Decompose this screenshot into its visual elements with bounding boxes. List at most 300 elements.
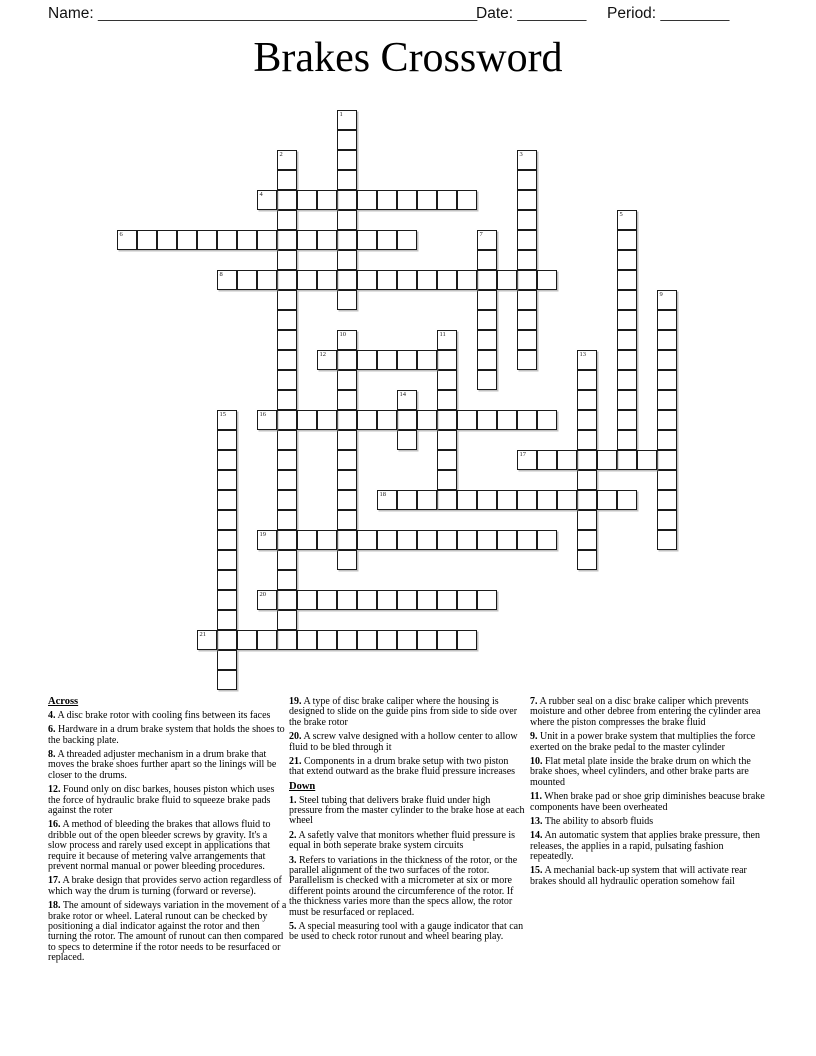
grid-cell[interactable] — [277, 250, 297, 270]
grid-cell[interactable] — [457, 490, 477, 510]
grid-cell[interactable] — [577, 370, 597, 390]
grid-cell[interactable] — [417, 590, 437, 610]
clue-7-down: 7. A rubber seal on a disc brake caliper which prevents moisture and other debree from entering the cylinder area where the piston compresses the brake fluid — [530, 696, 761, 728]
clue-number: 11. — [530, 791, 542, 803]
grid-cell[interactable] — [377, 410, 397, 430]
grid-cell-number: 3 — [519, 151, 523, 158]
grid-cell[interactable] — [477, 250, 497, 270]
grid-cell[interactable] — [517, 410, 537, 430]
grid-cell[interactable] — [437, 490, 457, 510]
grid-cell[interactable] — [217, 570, 237, 590]
grid-cell[interactable] — [517, 270, 537, 290]
grid-cell[interactable] — [537, 410, 557, 430]
clue-number: 2. — [289, 829, 297, 841]
grid-cell[interactable] — [657, 510, 677, 530]
grid-cell[interactable] — [517, 150, 537, 170]
grid-cell-number: 12 — [319, 351, 326, 358]
grid-cell[interactable] — [617, 330, 637, 350]
grid-cell[interactable] — [657, 410, 677, 430]
grid-cell[interactable] — [477, 230, 497, 250]
grid-cell[interactable] — [277, 450, 297, 470]
grid-cell[interactable] — [517, 310, 537, 330]
grid-cell[interactable] — [517, 190, 537, 210]
clue-number: 21. — [289, 755, 302, 767]
grid-cell[interactable] — [597, 450, 617, 470]
grid-cell[interactable] — [317, 230, 337, 250]
grid-cell[interactable] — [217, 590, 237, 610]
grid-cell[interactable] — [337, 150, 357, 170]
grid-cell[interactable] — [317, 270, 337, 290]
period-blank-line[interactable]: ________ — [660, 5, 730, 22]
clue-19-across: 19. A type of disc brake caliper where the housing is designed to slide on the guide pins from side to side over the brake rotor — [289, 696, 518, 728]
grid-cell[interactable] — [357, 350, 377, 370]
grid-cell[interactable] — [257, 230, 277, 250]
grid-cell[interactable] — [317, 350, 337, 370]
clue-number: 14. — [530, 830, 543, 842]
grid-cell[interactable] — [297, 270, 317, 290]
clue-21-across: 21. Components in a drum brake setup with two piston that extend outward as the brake fluid pressure increases — [289, 755, 516, 778]
grid-cell[interactable] — [197, 630, 217, 650]
grid-cell[interactable] — [197, 230, 217, 250]
grid-cell[interactable] — [417, 410, 437, 430]
worksheet-header — [0, 5, 816, 27]
grid-cell[interactable] — [337, 530, 357, 550]
clue-column-2 — [289, 697, 525, 947]
grid-cell[interactable] — [297, 630, 317, 650]
grid-cell[interactable] — [297, 410, 317, 430]
grid-cell[interactable] — [337, 510, 357, 530]
grid-cell-number: 10 — [339, 331, 346, 338]
grid-cell[interactable] — [217, 490, 237, 510]
grid-cell[interactable] — [477, 330, 497, 350]
grid-cell[interactable] — [557, 450, 577, 470]
grid-cell[interactable] — [337, 170, 357, 190]
grid-cell[interactable] — [577, 430, 597, 450]
grid-cell[interactable] — [477, 350, 497, 370]
grid-cell[interactable] — [277, 270, 297, 290]
grid-cell[interactable] — [437, 430, 457, 450]
clue-number: 13. — [530, 815, 543, 827]
grid-cell[interactable] — [417, 490, 437, 510]
grid-cell[interactable] — [597, 490, 617, 510]
grid-cell[interactable] — [277, 310, 297, 330]
grid-cell[interactable] — [477, 410, 497, 430]
grid-cell[interactable] — [417, 270, 437, 290]
grid-cell[interactable] — [337, 370, 357, 390]
grid-cell[interactable] — [657, 430, 677, 450]
clue-15-down: 15. A mechanial back-up system that will activate rear brakes should all hydraulic operation somehow fail — [530, 865, 747, 887]
grid-cell[interactable] — [537, 450, 557, 470]
grid-cell[interactable] — [617, 370, 637, 390]
clue-number: 1. — [289, 794, 297, 806]
grid-cell[interactable] — [357, 630, 377, 650]
grid-cell[interactable] — [397, 430, 417, 450]
clue-number: 20. — [289, 731, 302, 743]
grid-cell[interactable] — [337, 330, 357, 350]
grid-cell[interactable] — [497, 410, 517, 430]
grid-cell[interactable] — [377, 270, 397, 290]
clue-number: 19. — [289, 696, 302, 707]
grid-cell[interactable] — [437, 470, 457, 490]
grid-cell[interactable] — [657, 370, 677, 390]
grid-cell[interactable] — [617, 250, 637, 270]
grid-cell[interactable] — [217, 270, 237, 290]
grid-cell[interactable] — [357, 230, 377, 250]
grid-cell-number: 20 — [259, 591, 266, 598]
grid-cell[interactable] — [397, 230, 417, 250]
grid-cell[interactable] — [577, 410, 597, 430]
grid-cell[interactable] — [577, 510, 597, 530]
grid-cell[interactable] — [337, 550, 357, 570]
grid-cell[interactable] — [317, 590, 337, 610]
grid-cell[interactable] — [537, 270, 557, 290]
grid-cell-number: 21 — [199, 631, 206, 638]
grid-cell[interactable] — [397, 270, 417, 290]
grid-cell[interactable] — [517, 330, 537, 350]
clue-11-down: 11. When brake pad or shoe grip diminishes beacuse brake components have been overheated — [530, 791, 765, 813]
grid-cell[interactable] — [577, 470, 597, 490]
grid-cell[interactable] — [517, 170, 537, 190]
grid-cell[interactable] — [657, 290, 677, 310]
grid-cell[interactable] — [657, 530, 677, 550]
grid-cell[interactable] — [617, 430, 637, 450]
grid-cell[interactable] — [657, 490, 677, 510]
grid-cell[interactable] — [457, 630, 477, 650]
grid-cell[interactable] — [297, 590, 317, 610]
grid-cell[interactable] — [397, 390, 417, 410]
grid-cell[interactable] — [217, 230, 237, 250]
grid-cell[interactable] — [397, 590, 417, 610]
grid-cell[interactable] — [337, 270, 357, 290]
grid-cell[interactable] — [377, 530, 397, 550]
grid-cell[interactable] — [477, 310, 497, 330]
grid-cell[interactable] — [477, 270, 497, 290]
grid-cell[interactable] — [337, 630, 357, 650]
grid-cell[interactable] — [457, 590, 477, 610]
grid-cell[interactable] — [657, 330, 677, 350]
down-heading: Down — [289, 780, 316, 792]
grid-cell[interactable] — [277, 430, 297, 450]
grid-cell[interactable] — [337, 590, 357, 610]
grid-cell[interactable] — [177, 230, 197, 250]
grid-cell[interactable] — [257, 590, 277, 610]
grid-cell[interactable] — [517, 490, 537, 510]
grid-cell[interactable] — [457, 530, 477, 550]
grid-cell[interactable] — [437, 350, 457, 370]
grid-cell[interactable] — [237, 630, 257, 650]
grid-cell[interactable] — [337, 410, 357, 430]
grid-cell[interactable] — [617, 390, 637, 410]
grid-cell[interactable] — [577, 550, 597, 570]
name-label-text: Name: — [48, 5, 94, 22]
clue-17-across: 17. A brake design that provides servo action regardless of which way the drum is turning (forward or reverse). — [48, 875, 282, 897]
grid-cell[interactable] — [317, 410, 337, 430]
clue-number: 4. — [48, 709, 56, 721]
grid-cell[interactable] — [437, 190, 457, 210]
grid-cell[interactable] — [537, 490, 557, 510]
clue-12-across: 12. Found only on disc barkes, houses piston which uses the force of hydraulic brake fluid to squeeze brake pads against the roter — [48, 784, 275, 817]
grid-cell[interactable] — [437, 370, 457, 390]
grid-cell[interactable] — [617, 350, 637, 370]
grid-cell[interactable] — [657, 470, 677, 490]
grid-cell[interactable] — [577, 350, 597, 370]
grid-cell[interactable] — [357, 190, 377, 210]
grid-cell[interactable] — [617, 410, 637, 430]
grid-cell[interactable] — [337, 290, 357, 310]
grid-cell[interactable] — [217, 670, 237, 690]
clue-number: 17. — [48, 875, 61, 887]
grid-cell[interactable] — [477, 370, 497, 390]
grid-cell-number: 19 — [259, 531, 266, 538]
grid-cell[interactable] — [617, 490, 637, 510]
grid-cell[interactable] — [277, 630, 297, 650]
grid-cell[interactable] — [317, 190, 337, 210]
grid-cell[interactable] — [337, 390, 357, 410]
grid-cell[interactable] — [217, 450, 237, 470]
grid-cell[interactable] — [337, 130, 357, 150]
grid-cell[interactable] — [657, 310, 677, 330]
grid-cell-number: 6 — [119, 231, 123, 238]
grid-cell[interactable] — [377, 350, 397, 370]
grid-cell[interactable] — [617, 230, 637, 250]
grid-cell[interactable] — [417, 190, 437, 210]
grid-cell[interactable] — [277, 230, 297, 250]
grid-cell-number: 11 — [439, 331, 446, 338]
clue-2-down: 2. A safetly valve that monitors whether fluid pressure is equal in both seperate brake system circuits — [289, 829, 516, 852]
grid-cell[interactable] — [437, 530, 457, 550]
grid-cell[interactable] — [397, 410, 417, 430]
grid-cell[interactable] — [637, 450, 657, 470]
grid-cell[interactable] — [237, 270, 257, 290]
grid-cell[interactable] — [417, 530, 437, 550]
grid-cell[interactable] — [437, 330, 457, 350]
clue-4-across: 4. A disc brake rotor with cooling fins between its faces — [48, 709, 271, 721]
grid-cell[interactable] — [357, 270, 377, 290]
clue-3-down: 3. Refers to variations in the thickness of the rotor, or the parallel alignment of the two surfaces of the rotor. Parallelism is checked with a micrometer at six or more different points around the circumference of the rotor. If the thickness varies more than the specs allow, the rotor must be resurfaced or replaced. — [289, 854, 518, 918]
grid-cell[interactable] — [477, 530, 497, 550]
clue-number: 16. — [48, 819, 61, 831]
grid-cell[interactable] — [377, 630, 397, 650]
grid-cell[interactable] — [277, 590, 297, 610]
grid-cell[interactable] — [517, 530, 537, 550]
grid-cell[interactable] — [437, 450, 457, 470]
grid-cell[interactable] — [277, 510, 297, 530]
grid-cell-number: 18 — [379, 491, 386, 498]
grid-cell[interactable] — [537, 530, 557, 550]
grid-cell[interactable] — [577, 390, 597, 410]
grid-cell[interactable] — [617, 290, 637, 310]
grid-cell[interactable] — [277, 350, 297, 370]
date-label-text: Date: — [476, 5, 514, 22]
grid-cell[interactable] — [257, 410, 277, 430]
grid-cell[interactable] — [397, 530, 417, 550]
grid-cell[interactable] — [337, 190, 357, 210]
grid-cell[interactable] — [477, 490, 497, 510]
clue-number: 10. — [530, 755, 543, 767]
grid-cell[interactable] — [217, 530, 237, 550]
grid-cell[interactable] — [617, 210, 637, 230]
grid-cell[interactable] — [477, 290, 497, 310]
grid-cell[interactable] — [617, 310, 637, 330]
clue-number: 7. — [530, 696, 538, 707]
grid-cell[interactable] — [297, 230, 317, 250]
clue-number: 5. — [289, 920, 297, 932]
grid-cell[interactable] — [437, 390, 457, 410]
clue-number: 9. — [530, 731, 538, 743]
grid-cell[interactable] — [277, 330, 297, 350]
grid-cell-number: 16 — [259, 411, 266, 418]
grid-cell[interactable] — [277, 170, 297, 190]
grid-cell[interactable] — [397, 490, 417, 510]
grid-cell[interactable] — [577, 490, 597, 510]
clue-5-down: 5. A special measuring tool with a gauge indicator that can be used to check rotor runout and wheel bearing play. — [289, 920, 524, 943]
grid-cell-number: 5 — [619, 211, 623, 218]
grid-cell[interactable] — [137, 230, 157, 250]
page-title: Brakes Crossword — [253, 35, 563, 81]
grid-cell[interactable] — [437, 590, 457, 610]
grid-cell[interactable] — [217, 470, 237, 490]
grid-cell-number: 8 — [219, 271, 223, 278]
grid-cell[interactable] — [377, 490, 397, 510]
grid-cell[interactable] — [457, 190, 477, 210]
clue-number: 12. — [48, 784, 61, 796]
grid-cell[interactable] — [277, 610, 297, 630]
grid-cell[interactable] — [357, 410, 377, 430]
grid-cell[interactable] — [617, 450, 637, 470]
clue-10-down: 10. Flat metal plate inside the brake drum on which the brake shoes, wheel cylinders, and other brake parts are mounted — [530, 755, 751, 788]
grid-cell[interactable] — [217, 650, 237, 670]
grid-cell[interactable] — [217, 510, 237, 530]
grid-cell[interactable] — [477, 590, 497, 610]
clue-20-across: 20. A screw valve designed with a hollow center to allow fluid to be bled through it — [289, 731, 518, 753]
grid-cell[interactable] — [217, 410, 237, 430]
clue-number: 3. — [289, 854, 297, 866]
grid-cell[interactable] — [217, 630, 237, 650]
grid-cell-number: 15 — [219, 411, 226, 418]
grid-cell[interactable] — [337, 490, 357, 510]
grid-cell[interactable] — [377, 590, 397, 610]
grid-cell[interactable] — [337, 230, 357, 250]
grid-cell[interactable] — [277, 190, 297, 210]
grid-cell[interactable] — [297, 530, 317, 550]
grid-cell[interactable] — [337, 110, 357, 130]
grid-cell[interactable] — [657, 390, 677, 410]
grid-cell[interactable] — [337, 250, 357, 270]
grid-cell[interactable] — [297, 190, 317, 210]
grid-cell[interactable] — [337, 210, 357, 230]
grid-cell[interactable] — [257, 630, 277, 650]
grid-cell[interactable] — [277, 290, 297, 310]
clue-1-down: 1. Steel tubing that delivers brake fluid under high pressure from the master cylinder to the brake hose at each wheel — [289, 794, 525, 827]
clue-column-3 — [530, 697, 768, 891]
clue-13-down: 13. The ability to absorb fluids — [530, 815, 654, 827]
grid-cell[interactable] — [117, 230, 137, 250]
grid-cell[interactable] — [497, 530, 517, 550]
grid-cell[interactable] — [437, 630, 457, 650]
grid-cell[interactable] — [277, 570, 297, 590]
grid-cell[interactable] — [257, 530, 277, 550]
grid-cell[interactable] — [497, 270, 517, 290]
grid-cell[interactable] — [217, 610, 237, 630]
grid-cell[interactable] — [657, 350, 677, 370]
grid-cell[interactable] — [457, 410, 477, 430]
grid-cell[interactable] — [517, 290, 537, 310]
name-label — [48, 5, 477, 23]
clue-number: 6. — [48, 724, 56, 736]
grid-cell[interactable] — [277, 530, 297, 550]
clue-column-1 — [48, 697, 288, 968]
grid-cell[interactable] — [277, 150, 297, 170]
grid-cell[interactable] — [377, 230, 397, 250]
grid-cell[interactable] — [577, 450, 597, 470]
grid-cell[interactable] — [277, 490, 297, 510]
grid-cell[interactable] — [357, 530, 377, 550]
grid-cell[interactable] — [417, 350, 437, 370]
grid-cell-number: 2 — [279, 151, 283, 158]
date-label — [476, 5, 586, 23]
grid-cell[interactable] — [357, 590, 377, 610]
grid-cell[interactable] — [157, 230, 177, 250]
grid-cell[interactable] — [257, 190, 277, 210]
grid-cell[interactable] — [237, 230, 257, 250]
grid-cell[interactable] — [517, 450, 537, 470]
grid-cell-number: 14 — [399, 391, 406, 398]
period-label-text: Period: — [607, 5, 657, 22]
clue-9-down: 9. Unit in a power brake system that multiplies the force exerted on the brake pedal to the master cylinder — [530, 731, 756, 753]
grid-cell[interactable] — [577, 530, 597, 550]
grid-cell[interactable] — [217, 430, 237, 450]
grid-cell[interactable] — [657, 450, 677, 470]
grid-cell[interactable] — [277, 550, 297, 570]
grid-cell[interactable] — [557, 490, 577, 510]
grid-cell[interactable] — [397, 350, 417, 370]
grid-cell[interactable] — [317, 530, 337, 550]
grid-cell[interactable] — [277, 410, 297, 430]
grid-cell[interactable] — [397, 190, 417, 210]
grid-cell[interactable] — [257, 270, 277, 290]
grid-cell[interactable] — [217, 550, 237, 570]
grid-cell[interactable] — [457, 270, 477, 290]
grid-cell[interactable] — [277, 210, 297, 230]
clue-16-across: 16. A method of bleeding the brakes that allows fluid to dribble out of the open bleeder screws by gravity. It's a slow process and rarely used except in applications that require it because of metering valve arrangements that prevent normal manual or power bleeding procedures. — [48, 819, 271, 872]
grid-cell[interactable] — [517, 350, 537, 370]
grid-cell[interactable] — [277, 390, 297, 410]
name-blank-line[interactable]: ____________________________________________ — [97, 5, 478, 22]
grid-cell[interactable] — [397, 630, 417, 650]
grid-cell[interactable] — [337, 470, 357, 490]
grid-cell[interactable] — [277, 470, 297, 490]
grid-cell[interactable] — [337, 350, 357, 370]
grid-cell[interactable] — [337, 430, 357, 450]
grid-cell[interactable] — [437, 270, 457, 290]
clue-18-across: 18. The amount of sideways variation in the movement of a brake rotor or wheel. Lateral runout can be checked by positioning a dial indicator against the rotor and then turning the rotor. The amount of runout can then compared to specs to determine if the rotor needs to be resurfaced or replaced. — [48, 900, 287, 964]
grid-cell[interactable] — [337, 450, 357, 470]
clue-6-across: 6. Hardware in a drum brake system that holds the shoes to the backing plate. — [48, 724, 285, 746]
grid-cell[interactable] — [517, 230, 537, 250]
grid-cell[interactable] — [517, 210, 537, 230]
grid-cell[interactable] — [497, 490, 517, 510]
date-blank-line[interactable]: ________ — [517, 5, 587, 22]
grid-cell[interactable] — [377, 190, 397, 210]
grid-cell[interactable] — [277, 370, 297, 390]
grid-cell[interactable] — [617, 270, 637, 290]
grid-cell-number: 1 — [339, 111, 343, 118]
grid-cell[interactable] — [437, 410, 457, 430]
clue-14-down: 14. An automatic system that applies brake pressure, then releases, the applies in a rapid, pulsating fashion repeatedly. — [530, 830, 760, 863]
grid-cell[interactable] — [317, 630, 337, 650]
grid-cell[interactable] — [517, 250, 537, 270]
grid-cell[interactable] — [417, 630, 437, 650]
